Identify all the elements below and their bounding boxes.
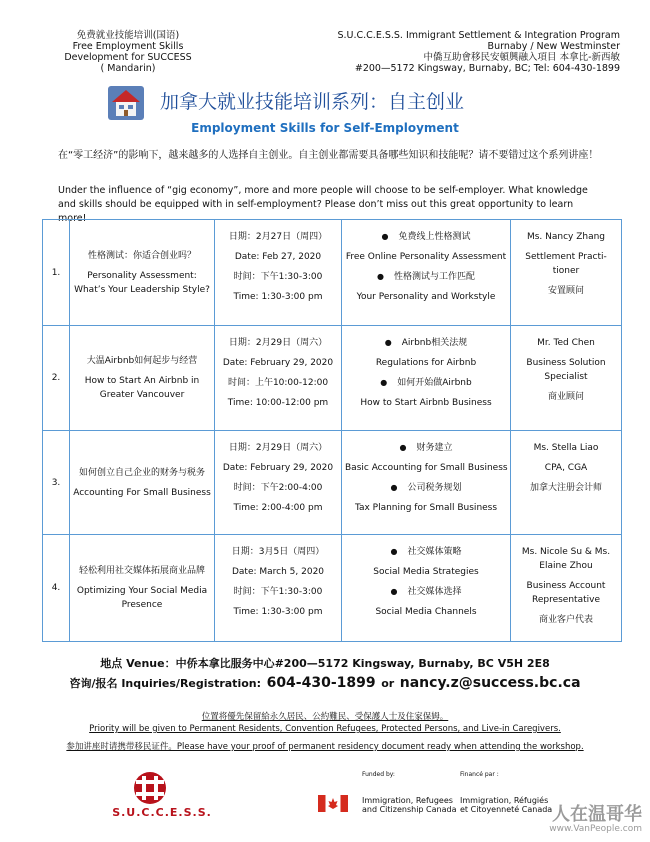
speaker-cell bbox=[511, 535, 622, 642]
time-en: Time: 1:30-3:00 pm bbox=[233, 292, 323, 302]
topic-en: Optimizing Your Social Media Presence bbox=[76, 586, 208, 610]
session-number: 4. bbox=[43, 535, 70, 642]
header-right-line: Burnaby / New Westminster bbox=[487, 41, 620, 52]
content-cell bbox=[342, 535, 511, 642]
date-en: Date: February 29, 2020 bbox=[222, 358, 334, 368]
session-number: 3. bbox=[43, 431, 70, 535]
watermark-en: www.VanPeople.com bbox=[549, 824, 642, 834]
intro-cn: 在“零工经济”的影响下，越来越多的人选择自主创业。自主创业都需要具备哪些知识和技能呢？请不要错过这个系列讲座！ bbox=[58, 150, 599, 161]
intro-en: Under the influence of “gig economy”, more and more people will choose to be self-employer. What knowledge and skills should be equipped with in self-employment? Please don’t miss out this great opportunity to learn more! bbox=[58, 185, 588, 224]
content-item-en: Tax Planning for Small Business bbox=[354, 503, 498, 513]
registration-line bbox=[0, 672, 650, 691]
schedule-table bbox=[42, 219, 622, 642]
header-left-line: ( Mandarin) bbox=[100, 63, 156, 74]
date-cn: 日期：3月5日（周四） bbox=[231, 547, 325, 557]
header-left-line: Development for SUCCESS bbox=[64, 52, 192, 63]
topic-cn: 性格测试：你适合创业吗？ bbox=[87, 250, 196, 261]
content-item-cn: ● 如何开始做Airbnb bbox=[345, 376, 507, 390]
content-item-en: Social Media Strategies bbox=[373, 567, 479, 577]
topic-cell bbox=[70, 326, 215, 431]
house-icon bbox=[108, 86, 144, 120]
content-item-en: Basic Accounting for Small Business bbox=[345, 463, 508, 473]
registration-or: or bbox=[381, 677, 395, 690]
eligibility-note-cn: 位置将優先保留給永久居民、公約難民、受保護人士及住家保姆。 bbox=[201, 712, 449, 722]
session-number: 1. bbox=[43, 220, 70, 326]
content-item-en: Regulations for Airbnb bbox=[375, 358, 477, 368]
speaker-name: Ms. Nancy Zhang bbox=[526, 232, 606, 242]
speaker-role-cn: 加拿大注册会计师 bbox=[529, 483, 602, 493]
topic-cn: 如何创立自己企业的财务与税务 bbox=[78, 467, 205, 478]
speaker-cell bbox=[511, 326, 622, 431]
time-cn: 时间：下午1:30-3:00 bbox=[233, 272, 323, 282]
content-item-cn: ● 财务建立 bbox=[345, 441, 507, 455]
header-right-line: S.U.C.C.E.S.S. Immigrant Settlement & Integration Program bbox=[337, 30, 620, 41]
topic-cell bbox=[70, 535, 215, 642]
content-cell bbox=[342, 220, 511, 326]
speaker-role: Settlement Practi-tioner bbox=[525, 252, 607, 276]
speaker-name: Ms. Nicole Su & Ms. Elaine Zhou bbox=[521, 547, 611, 571]
funded-by-label: Funded by: bbox=[362, 771, 395, 778]
content-item-cn: ● 性格测试与工作匹配 bbox=[345, 270, 507, 284]
table-row bbox=[43, 326, 622, 431]
datetime-cell bbox=[215, 220, 342, 326]
speaker-cell bbox=[511, 431, 622, 535]
watermark-cn: 人在温哥华 bbox=[552, 804, 642, 825]
finance-par-label: Financé par : bbox=[460, 771, 499, 778]
date-cn: 日期：2月29日（周六） bbox=[228, 338, 328, 348]
content-item-en: Social Media Channels bbox=[375, 607, 477, 617]
session-number: 2. bbox=[43, 326, 70, 431]
ircc-line: et Citoyenneté Canada bbox=[460, 805, 553, 814]
content-item-cn: ● 社交媒体选择 bbox=[345, 585, 507, 599]
time-en: Time: 10:00-12:00 pm bbox=[227, 398, 329, 408]
registration-phone[interactable]: 604-430-1899 bbox=[266, 675, 376, 691]
ircc-line: and Citizenship Canada bbox=[362, 805, 457, 814]
table-row bbox=[43, 535, 622, 642]
registration-email[interactable]: nancy.z@success.bc.ca bbox=[399, 675, 581, 691]
topic-en: How to Start An Airbnb in Greater Vancouver bbox=[84, 376, 200, 400]
header-left-line: 免费就业技能培训(国语) bbox=[76, 30, 180, 41]
time-cn: 时间：上午10:00-12:00 bbox=[227, 378, 329, 388]
topic-cn: 大温Airbnb如何起步与经营 bbox=[86, 356, 198, 366]
registration-label: 咨询/报名 Inquiries/Registration: bbox=[69, 677, 261, 690]
table-row bbox=[43, 220, 622, 326]
time-cn: 时间：下午1:30-3:00 bbox=[233, 587, 323, 597]
eligibility-note-en: Priority will be given to Permanent Residents, Convention Refugees, Protected Persons, and Live-in Caregivers. bbox=[89, 724, 561, 734]
page-title-cn: 加拿大就业技能培训系列：自主创业 bbox=[160, 91, 465, 113]
content-cell bbox=[342, 326, 511, 431]
speaker-role: Business Account Representative bbox=[526, 581, 606, 605]
content-item-en: How to Start Airbnb Business bbox=[360, 398, 492, 408]
date-en: Date: March 5, 2020 bbox=[231, 567, 325, 577]
venue-line: 地点 Venue：中侨本拿比服务中心#200—5172 Kingsway, Burnaby, BC V5H 2E8 bbox=[100, 657, 550, 670]
content-item-en: Free Online Personality Assessment bbox=[345, 252, 507, 262]
ircc-name-fr bbox=[460, 796, 552, 814]
table-row bbox=[43, 431, 622, 535]
date-en: Date: February 29, 2020 bbox=[222, 463, 334, 473]
document-note: 参加讲座时请携带移民证件。Please have your proof of permanent residency document ready when attending the workshop. bbox=[66, 742, 584, 752]
header-right-line: 中僑互助會移民安頓興融入項目 本拿比-新西敏 bbox=[423, 52, 620, 63]
ircc-name-en bbox=[362, 796, 456, 814]
date-cn: 日期：2月27日（周四） bbox=[228, 232, 328, 242]
content-item-cn: ● 公司税务规划 bbox=[345, 481, 507, 495]
date-en: Date: Feb 27, 2020 bbox=[234, 252, 322, 262]
ircc-line: Immigration, Réfugiés bbox=[460, 796, 549, 805]
content-item-cn: ● 免费线上性格测试 bbox=[345, 230, 507, 244]
topic-cn: 轻松利用社交媒体拓展商业品牌 bbox=[78, 566, 205, 576]
topic-cell bbox=[70, 220, 215, 326]
datetime-cell bbox=[215, 431, 342, 535]
speaker-name: Mr. Ted Chen bbox=[537, 338, 595, 348]
content-item-cn: ● 社交媒体策略 bbox=[345, 545, 507, 559]
program-header-left bbox=[58, 30, 198, 74]
content-item-cn: ● Airbnb相关法规 bbox=[345, 336, 507, 350]
speaker-role: CPA, CGA bbox=[544, 463, 588, 473]
canada-flag-icon bbox=[318, 795, 348, 812]
time-en: Time: 2:00-4:00 pm bbox=[233, 503, 323, 513]
date-cn: 日期：2月29日（周六） bbox=[228, 443, 328, 453]
header-right-line: #200—5172 Kingsway, Burnaby, BC; Tel: 604-430-1899 bbox=[354, 63, 620, 74]
topic-cell bbox=[70, 431, 215, 535]
topic-en: Personality Assessment: What’s Your Leadership Style? bbox=[74, 270, 210, 295]
header-left-line: Free Employment Skills bbox=[72, 41, 184, 52]
speaker-cell bbox=[511, 220, 622, 326]
ircc-line: Immigration, Refugees bbox=[362, 796, 453, 805]
speaker-role: Business Solution Specialist bbox=[526, 358, 606, 382]
speaker-role-cn: 商业客户代表 bbox=[538, 615, 593, 625]
success-logo-text: S.U.C.C.E.S.S. bbox=[112, 806, 212, 819]
content-cell bbox=[342, 431, 511, 535]
watermark bbox=[549, 800, 642, 834]
program-header-right bbox=[320, 30, 620, 74]
content-item-en: Your Personality and Workstyle bbox=[356, 292, 496, 302]
page-title-en: Employment Skills for Self-Employment bbox=[191, 121, 459, 135]
speaker-name: Ms. Stella Liao bbox=[533, 443, 599, 453]
datetime-cell bbox=[215, 326, 342, 431]
time-cn: 时间：下午2:00-4:00 bbox=[233, 483, 323, 493]
topic-en: Accounting For Small Business bbox=[73, 487, 211, 498]
success-logo-icon bbox=[112, 770, 212, 830]
datetime-cell bbox=[215, 535, 342, 642]
speaker-role-cn: 安置顾问 bbox=[547, 286, 584, 296]
time-en: Time: 1:30-3:00 pm bbox=[233, 607, 323, 617]
speaker-role-cn: 商业顾问 bbox=[547, 392, 584, 402]
